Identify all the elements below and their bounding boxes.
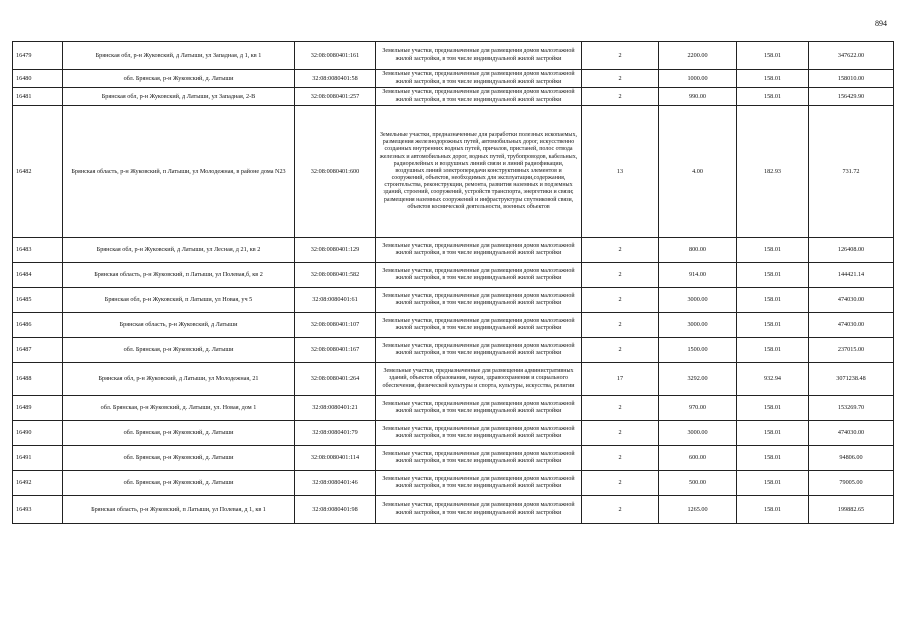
land-use-cell: Земельные участки, предназначенные для размещения домов малоэтажной жилой застройки, в том числе индивидуальной жилой застройки	[376, 70, 582, 88]
table-row	[13, 238, 894, 263]
land-use-cell: Земельные участки, предназначенные для размещения домов малоэтажной жилой застройки, в том числе индивидуальной жилой застройки	[376, 496, 582, 524]
land-use-cell: Земельные участки, предназначенные для размещения домов малоэтажной жилой застройки, в том числе индивидуальной жилой застройки	[376, 42, 582, 70]
use-group-code-cell: 2	[582, 396, 659, 421]
row-number: 16484	[13, 263, 63, 288]
area-cell: 970.00	[659, 396, 737, 421]
address-cell: Брянская область, р-н Жуковский, п Латыши, ул Молодежная, в районе дома N23	[63, 106, 295, 238]
land-use-cell: Земельные участки, предназначенные для размещения домов малоэтажной жилой застройки, в том числе индивидуальной жилой застройки	[376, 313, 582, 338]
row-number: 16479	[13, 42, 63, 70]
area-cell: 500.00	[659, 471, 737, 496]
land-use-cell: Земельные участки, предназначенные для размещения домов малоэтажной жилой застройки, в том числе индивидуальной жилой застройки	[376, 288, 582, 313]
use-group-code-cell: 17	[582, 363, 659, 396]
address-cell: обл. Брянская, р-н Жуковский, д. Латыши	[63, 338, 295, 363]
area-cell: 600.00	[659, 446, 737, 471]
row-number: 16485	[13, 288, 63, 313]
table-row	[13, 70, 894, 88]
area-cell: 3292.00	[659, 363, 737, 396]
cadastral-value-cell: 79005.00	[809, 471, 894, 496]
specific-value-cell: 932.94	[737, 363, 809, 396]
cadastral-value-cell: 3071238.48	[809, 363, 894, 396]
specific-value-cell: 158.01	[737, 88, 809, 106]
area-cell: 3000.00	[659, 313, 737, 338]
address-cell: обл. Брянская, р-н Жуковский, д. Латыши	[63, 446, 295, 471]
address-cell: Брянская обл, р-н Жуковский, д Латыши, ул Западная, 2-В	[63, 88, 295, 106]
cadastral-value-cell: 153269.70	[809, 396, 894, 421]
specific-value-cell: 158.01	[737, 446, 809, 471]
table-row	[13, 42, 894, 70]
specific-value-cell: 158.01	[737, 42, 809, 70]
specific-value-cell: 158.01	[737, 313, 809, 338]
address-cell: Брянская область, р-н Жуковский, п Латыши, ул Полевая, д 1, кв 1	[63, 496, 295, 524]
specific-value-cell: 158.01	[737, 421, 809, 446]
row-number: 16492	[13, 471, 63, 496]
use-group-code-cell: 2	[582, 338, 659, 363]
land-use-cell: Земельные участки, предназначенные для размещения домов малоэтажной жилой застройки, в том числе индивидуальной жилой застройки	[376, 421, 582, 446]
cadastral-value-table	[12, 41, 894, 524]
row-number: 16491	[13, 446, 63, 471]
table-row	[13, 396, 894, 421]
table-row	[13, 421, 894, 446]
use-group-code-cell: 2	[582, 70, 659, 88]
land-use-cell: Земельные участки, предназначенные для размещения домов малоэтажной жилой застройки, в том числе индивидуальной жилой застройки	[376, 338, 582, 363]
specific-value-cell: 158.01	[737, 338, 809, 363]
area-cell: 800.00	[659, 238, 737, 263]
cadastral-number-cell: 32:08:0080401:61	[295, 288, 376, 313]
land-use-cell: Земельные участки, предназначенные для размещения домов малоэтажной жилой застройки, в том числе индивидуальной жилой застройки	[376, 446, 582, 471]
cadastral-number-cell: 32:08:0080401:129	[295, 238, 376, 263]
use-group-code-cell: 2	[582, 288, 659, 313]
use-group-code-cell: 2	[582, 471, 659, 496]
row-number: 16482	[13, 106, 63, 238]
cadastral-number-cell: 32:08:0080401:79	[295, 421, 376, 446]
cadastral-number-cell: 32:08:0080401:600	[295, 106, 376, 238]
area-cell: 2200.00	[659, 42, 737, 70]
cadastral-number-cell: 32:08:0080401:264	[295, 363, 376, 396]
address-cell: Брянская область, р-н Жуковский, д Латыши	[63, 313, 295, 338]
address-cell: обл. Брянская, р-н Жуковский, д. Латыши	[63, 70, 295, 88]
address-cell: обл. Брянская, р-н Жуковский, д. Латыши, ул. Новая, дом 1	[63, 396, 295, 421]
land-use-cell: Земельные участки, предназначенные для разработки полезных ископаемых, размещения железнодорожных путей, автомобильных дорог, искусственно созданных внутренних водных путей, причалов, пристаней, полос отвода железных и автомобильных дорог, водных путей, трубопроводов, кабельных, радиорелейных и воздушных линий связи и линий радиофикации, воздушных линий электропередачи конструктивных элементов и сооружений, объектов, необходимых для эксплуатации,содержания, строительства, реконструкции, ремонта, развития наземных и подземных зданий, строений, сооружений, устройств транспорта, энергетики и связи; размещения наземных сооружений и инфраструктуры спутниковой связи, объектов космической деятельности, военных объектов	[376, 106, 582, 238]
specific-value-cell: 158.01	[737, 263, 809, 288]
area-cell: 990.00	[659, 88, 737, 106]
row-number: 16487	[13, 338, 63, 363]
address-cell: Брянская область, р-н Жуковский, п Латыши, ул Полевая,б, кв 2	[63, 263, 295, 288]
use-group-code-cell: 2	[582, 42, 659, 70]
row-number: 16490	[13, 421, 63, 446]
cadastral-value-cell: 156429.90	[809, 88, 894, 106]
table-row	[13, 288, 894, 313]
address-cell: обл. Брянская, р-н Жуковский, д. Латыши	[63, 471, 295, 496]
specific-value-cell: 158.01	[737, 496, 809, 524]
cadastral-number-cell: 32:08:0080401:21	[295, 396, 376, 421]
cadastral-number-cell: 32:08:0080401:58	[295, 70, 376, 88]
use-group-code-cell: 2	[582, 446, 659, 471]
address-cell: Брянская обл, р-н Жуковский, д Латыши, ул Лесная, д 21, кв 2	[63, 238, 295, 263]
cadastral-value-cell: 94806.00	[809, 446, 894, 471]
cadastral-value-cell: 474030.00	[809, 421, 894, 446]
table-row	[13, 106, 894, 238]
specific-value-cell: 158.01	[737, 238, 809, 263]
area-cell: 914.00	[659, 263, 737, 288]
cadastral-value-cell: 347622.00	[809, 42, 894, 70]
use-group-code-cell: 2	[582, 263, 659, 288]
address-cell: обл. Брянская, р-н Жуковский, д. Латыши	[63, 421, 295, 446]
use-group-code-cell: 2	[582, 238, 659, 263]
area-cell: 3000.00	[659, 421, 737, 446]
cadastral-value-cell: 199882.65	[809, 496, 894, 524]
use-group-code-cell: 2	[582, 88, 659, 106]
use-group-code-cell: 13	[582, 106, 659, 238]
table-row	[13, 88, 894, 106]
use-group-code-cell: 2	[582, 496, 659, 524]
table-row	[13, 263, 894, 288]
land-use-cell: Земельные участки, предназначенные для размещения домов малоэтажной жилой застройки, в том числе индивидуальной жилой застройки	[376, 263, 582, 288]
land-use-cell: Земельные участки, предназначенные для размещения домов малоэтажной жилой застройки, в том числе индивидуальной жилой застройки	[376, 471, 582, 496]
cadastral-value-cell: 731.72	[809, 106, 894, 238]
table-row	[13, 471, 894, 496]
row-number: 16480	[13, 70, 63, 88]
row-number: 16481	[13, 88, 63, 106]
cadastral-value-cell: 144421.14	[809, 263, 894, 288]
specific-value-cell: 158.01	[737, 471, 809, 496]
area-cell: 1265.00	[659, 496, 737, 524]
specific-value-cell: 182.93	[737, 106, 809, 238]
row-number: 16488	[13, 363, 63, 396]
cadastral-value-cell: 474030.00	[809, 313, 894, 338]
table-row	[13, 338, 894, 363]
address-cell: Брянская обл, р-н Жуковский, п Латыши, ул Новая, уч 5	[63, 288, 295, 313]
specific-value-cell: 158.01	[737, 288, 809, 313]
row-number: 16486	[13, 313, 63, 338]
address-cell: Брянская обл, р-н Жуковский, д Латыши, ул Западная, д 1, кв 1	[63, 42, 295, 70]
cadastral-number-cell: 32:08:0080401:582	[295, 263, 376, 288]
page-number: 894	[875, 19, 887, 28]
cadastral-value-cell: 474030.00	[809, 288, 894, 313]
area-cell: 3000.00	[659, 288, 737, 313]
specific-value-cell: 158.01	[737, 70, 809, 88]
cadastral-number-cell: 32:08:0080401:114	[295, 446, 376, 471]
land-use-cell: Земельные участки, предназначенные для размещения домов малоэтажной жилой застройки, в том числе индивидуальной жилой застройки	[376, 88, 582, 106]
cadastral-number-cell: 32:08:0080401:46	[295, 471, 376, 496]
table-row	[13, 496, 894, 524]
cadastral-number-cell: 32:08:0080401:107	[295, 313, 376, 338]
cadastral-value-cell: 158010.00	[809, 70, 894, 88]
land-use-cell: Земельные участки, предназначенные для размещения домов малоэтажной жилой застройки, в том числе индивидуальной жилой застройки	[376, 396, 582, 421]
area-cell: 4.00	[659, 106, 737, 238]
cadastral-value-cell: 237015.00	[809, 338, 894, 363]
cadastral-number-cell: 32:08:0080401:167	[295, 338, 376, 363]
table-row	[13, 363, 894, 396]
land-use-cell: Земельные участки, предназначенные для размещения домов малоэтажной жилой застройки, в том числе индивидуальной жилой застройки	[376, 238, 582, 263]
address-cell: Брянская обл, р-н Жуковский, д Латыши, ул Молодежная, 21	[63, 363, 295, 396]
use-group-code-cell: 2	[582, 421, 659, 446]
cadastral-number-cell: 32:08:0080401:98	[295, 496, 376, 524]
table-row	[13, 446, 894, 471]
row-number: 16493	[13, 496, 63, 524]
use-group-code-cell: 2	[582, 313, 659, 338]
area-cell: 1000.00	[659, 70, 737, 88]
cadastral-number-cell: 32:08:0080401:161	[295, 42, 376, 70]
area-cell: 1500.00	[659, 338, 737, 363]
table-row	[13, 313, 894, 338]
cadastral-number-cell: 32:08:0080401:257	[295, 88, 376, 106]
specific-value-cell: 158.01	[737, 396, 809, 421]
land-use-cell: Земельные участки, предназначенные для размещения административных зданий, объектов образования, науки, здравоохранения и социального обеспечения, физической культуры и спорта, культуры, искусства, религии	[376, 363, 582, 396]
row-number: 16483	[13, 238, 63, 263]
cadastral-value-cell: 126408.00	[809, 238, 894, 263]
row-number: 16489	[13, 396, 63, 421]
